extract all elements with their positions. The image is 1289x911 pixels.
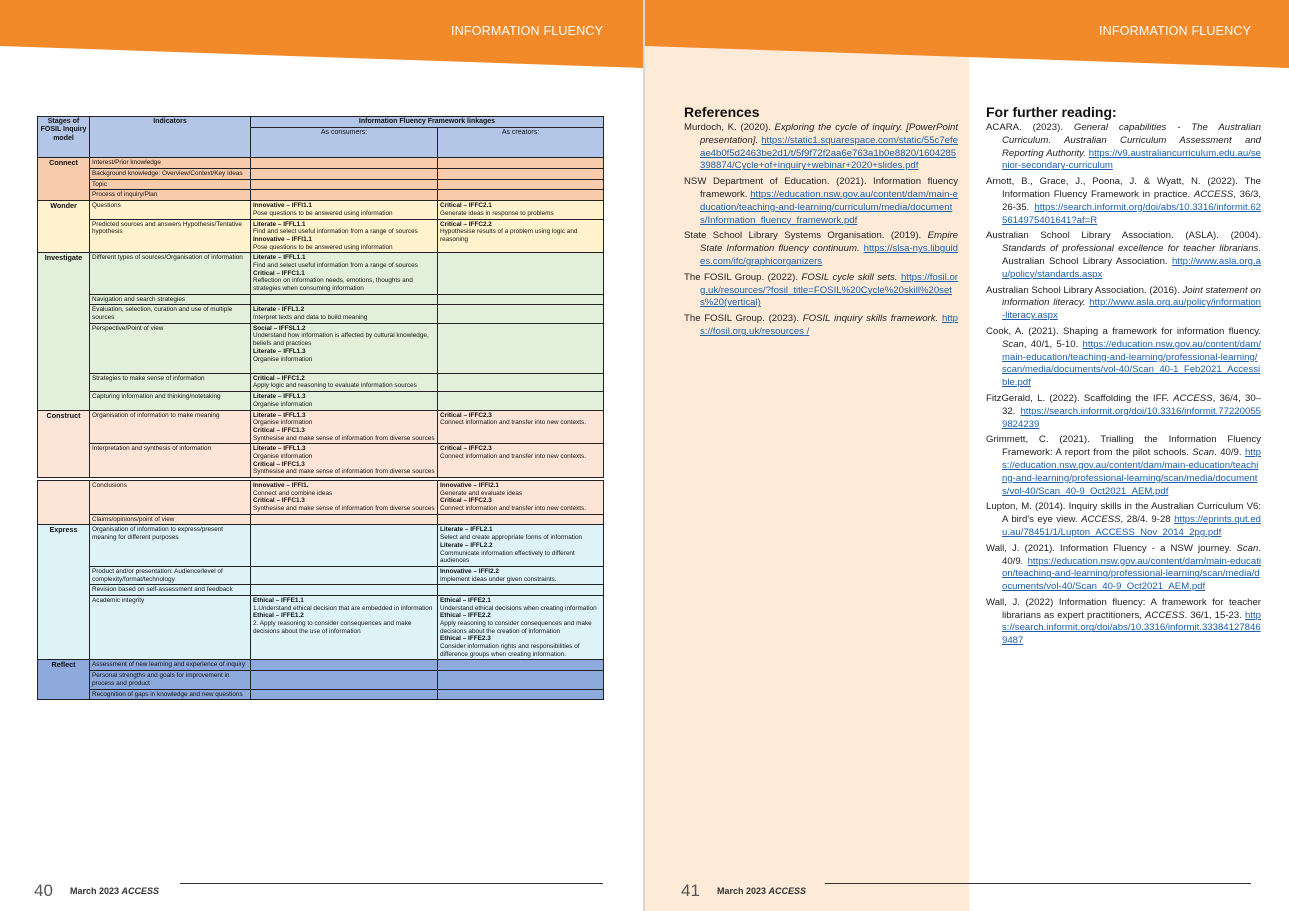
link-code: Ethical – IFFE2.3 (440, 635, 491, 643)
indicator-cell: Recognition of gaps in knowledge and new questions (90, 689, 251, 700)
reference-link[interactable]: https://education.nsw.gov.au/content/dam/main-education/teaching-and-learning/professional-learning/scan/media/documents/vol-40/Scan_40-9_Oct2021_AEM.pdf (1002, 447, 1261, 497)
link-text: Organise information (253, 419, 313, 427)
link-text: Communicate information effectively to different audiences (440, 549, 575, 565)
link-text: Understand how information is affected by cultural knowledge, beliefs and practices (253, 332, 429, 348)
reference-link[interactable]: https://eprints.qut.edu.au/78451/1/Lupton_ACCESS_Nov_2014_2pg.pdf (1002, 514, 1262, 538)
link-text: Find and select useful information from a range of sources (253, 261, 418, 269)
reference-text: NSW Department of Education. (2021). Information fluency framework. (684, 176, 958, 200)
link-code: Literate – IFFL2.1 (440, 526, 493, 534)
reference-text: The FOSIL Group. (2022). (684, 271, 802, 283)
stage-header: Stages of FOSIL Inquiry model (38, 117, 90, 158)
table-row (38, 169, 604, 180)
link-code: Literate – IFFL1.3 (253, 411, 306, 419)
reference-link[interactable]: https://education.nsw.gov.au/content/dam/main-education/teaching-and-learning/professional-learning/scan/media/documents/vol-40/Scan_40-1_Feb2021_Accessible.pdf (1002, 338, 1261, 389)
link-text: 2. Apply reasoning to consider consequences and make decisions about the use of information (253, 620, 412, 635)
consumers-header: As consumers: (251, 128, 438, 158)
framework-table (37, 116, 604, 700)
references-title: References (684, 104, 760, 120)
right-page (645, 0, 1289, 911)
link-text: Hypothesise results of a problem using logic and reasoning (440, 228, 578, 243)
stage-reflect: Reflect (38, 660, 90, 700)
reference-title: Empire State Information fluency continuum. (700, 230, 958, 255)
reference-link[interactable]: https://education.nsw.gov.au/content/dam/main-education/teaching-and-learning/professional-learning/scan/media/documents/vol-40/Scan_40-9_Oct2021_AEM.pdf (1002, 555, 1261, 593)
stage-construct: Construct (38, 410, 90, 478)
link-text: Connect information and transfer into new contexts. (440, 419, 586, 427)
indicator-cell: Navigation and search strategies (90, 294, 251, 305)
reference-text: Wall, J. (2022) Information fluency: A framework for teacher librarians as expert practitioners, (986, 596, 1261, 621)
indicator-cell: Strategies to make sense of information (90, 373, 251, 391)
consumer-cell (251, 253, 438, 294)
link-code: Innovative – IFFI1. (253, 482, 309, 490)
reference-link[interactable]: https://search.informit.org/doi/abs/10.3316/informit.625614975401641?af=R (1002, 201, 1261, 226)
reference-link[interactable]: https://fosil.org.uk/resources / (700, 313, 958, 337)
link-code: Critical – IFFC1.1 (253, 269, 305, 277)
link-code: Innovative – IFFI1.1 (253, 202, 312, 210)
reference-item (986, 597, 1261, 648)
indicator-cell: Conclusions (90, 481, 251, 515)
reference-text: . 40/9. (1214, 447, 1245, 459)
footer-rule (180, 883, 603, 884)
link-text: Apply reasoning to consider consequences and make decisions about the creation of information (440, 620, 592, 635)
consumer-cell (251, 323, 438, 373)
footer-rule (825, 883, 1251, 884)
reference-text: . 36/1, 15-23. (1184, 609, 1245, 621)
reference-link[interactable]: https://education.nsw.gov.au/content/dam/main-education/teaching-and-learning/curriculum/media/documents/Information_fluency_framework.pdf (700, 188, 958, 226)
page-number: 40 (34, 881, 53, 900)
link-code: Ethical – IFFE1.2 (253, 612, 304, 620)
indicator-cell: Capturing information and thinking/notetaking (90, 392, 251, 410)
indicator-cell: Interpretation and synthesis of information (90, 444, 251, 478)
indicator-cell: Questions (90, 201, 251, 219)
link-text: Connect and combine ideas (253, 489, 333, 497)
table-row (38, 566, 604, 584)
reference-title: Exploring the cycle of inquiry. [PowerPoint presentation]. (700, 122, 958, 146)
reference-item (684, 313, 958, 339)
creator-cell (438, 481, 604, 515)
consumer-cell (251, 410, 438, 444)
reference-item (986, 434, 1261, 498)
link-code: Ethical – IFFE1.1 (253, 596, 304, 604)
footer-issue (717, 886, 806, 896)
indicator-cell: Academic integrity (90, 595, 251, 660)
table-row (38, 525, 604, 566)
reference-text: , 40/1, 5-10. (1023, 338, 1083, 350)
reference-text: Australian School Library Association. (1002, 255, 1172, 267)
reference-item (684, 176, 958, 227)
link-code: Ethical – IFFE2.2 (440, 612, 491, 620)
reference-item (986, 393, 1261, 431)
creator-cell (438, 595, 604, 660)
reference-link[interactable]: https://static1.squarespace.com/static/55c7efeae4b0f5d2463be2d1/t/5f9f72f2aa6e763a1b0e8820/1604285398874/Cycle+of+inquiry+webinar+2020+slides.pdf (700, 134, 958, 172)
creator-cell (438, 525, 604, 566)
reference-title: ACCESS (1145, 609, 1185, 621)
footer-magazine: ACCESS (768, 886, 807, 896)
reference-text: Australian School Library Association. (2016). (986, 284, 1183, 296)
table-row (38, 294, 604, 305)
reference-title: Scan (1192, 447, 1215, 459)
table-row (38, 305, 604, 323)
link-text: Organise information (253, 355, 313, 363)
creator-cell (438, 444, 604, 478)
table-row (38, 219, 604, 253)
link-code: Critical – IFFC2.2 (440, 220, 492, 228)
table-row (38, 158, 604, 169)
reference-item (986, 230, 1261, 281)
link-code: Ethical – IFFE2.1 (440, 596, 491, 604)
reference-title: FOSIL cycle skill sets. (801, 271, 898, 283)
reference-item (986, 326, 1261, 390)
indicator-cell: Background knowledge: Overview/Context/Key Ideas (90, 169, 251, 180)
link-text: Reflection on information needs, emotions, thoughts and strategies when consuming information (253, 277, 413, 293)
link-text: Synthesise and make sense of information from diverse sources (253, 505, 435, 513)
reference-text: State School Library Systems Organisation. (2019). (684, 230, 928, 242)
link-text: Connect information and transfer into new contexts. (440, 505, 586, 513)
table-row (38, 671, 604, 689)
reference-text: FitzGerald, L. (2022). Scaffolding the IFF. (986, 392, 1174, 404)
table-row (38, 201, 604, 219)
link-text: Connect information and transfer into new contexts. (440, 452, 586, 460)
link-code: Social – IFFSL1.2 (253, 324, 306, 332)
reference-text: Cook, A. (2021). Shaping a framework for information fluency. (986, 325, 1261, 337)
link-text: Synthesise and make sense of information from diverse sources (253, 434, 435, 442)
left-page (0, 0, 643, 911)
reference-title: Scan (1002, 338, 1024, 350)
table-row (38, 444, 604, 478)
table-row (38, 585, 604, 596)
consumer-cell (251, 305, 438, 323)
table-header-row (38, 117, 604, 128)
reference-item (986, 543, 1261, 594)
consumer-cell (251, 444, 438, 478)
further-reading-section (986, 104, 1261, 651)
creators-header: As creators: (438, 128, 604, 158)
indicator-cell: Organisation of information to make meaning (90, 410, 251, 444)
indicator-cell: Predicted sources and answers Hypothesis/Tentative hypothesis (90, 219, 251, 253)
link-text: Implement ideas under given constraints. (440, 575, 557, 583)
consumer-cell (251, 392, 438, 410)
table-row (38, 660, 604, 671)
reference-text: Arnott, B., Grace, J., Poona, J. & Wyatt, N. (2022). The Information Fluency Framework in practice. (986, 176, 1261, 200)
reference-text: , 28/4. 9-28 (1120, 514, 1175, 526)
stage-connect: Connect (38, 158, 90, 201)
link-text: Generate and evaluate ideas (440, 489, 523, 497)
indicator-cell: Topic (90, 179, 251, 190)
indicator-cell: Assessment of new learning and experience of inquiry (90, 660, 251, 671)
reference-link[interactable]: http://www.asla.org.au/policy/standards.aspx (1002, 255, 1261, 280)
reference-text: . 40/9. (1002, 542, 1261, 567)
link-text: Find and select useful information from a range of sources (253, 228, 418, 236)
link-code: Critical – IFFC1.3 (253, 460, 305, 468)
reference-title: General capabilities - The Australian Curriculum. Australian Curriculum Assessment and Reporting Authority. (1002, 122, 1261, 159)
reference-text: Lupton, M. (2014). Inquiry skills in the Australian Curriculum V6: A bird's eye view. (986, 501, 1261, 526)
link-text: Interpret texts and data to build meaning (253, 314, 368, 322)
link-code: Critical – IFFC1.3 (253, 426, 305, 434)
link-code: Critical – IFFC2.3 (440, 497, 492, 505)
link-code: Innovative – IFFI2.1 (440, 482, 499, 490)
link-code: Literate – IFFL1.3 (253, 393, 306, 401)
table-row (38, 323, 604, 373)
table-row (38, 253, 604, 294)
table-row (38, 373, 604, 391)
reference-title: ACCESS (1193, 188, 1234, 200)
table-row (38, 410, 604, 444)
reference-text: Murdoch, K. (2020). (684, 122, 775, 133)
reference-link[interactable]: https://search.informit.org/doi/abs/10.3316/informit.333841278469487 (1002, 609, 1261, 647)
stage-construct-cont (38, 481, 90, 525)
reference-text: Australian School Library Association. (ASLA). (2004). (986, 230, 1261, 242)
footer-issue (70, 886, 159, 896)
reference-item (986, 501, 1261, 539)
consumer-cell (251, 595, 438, 660)
link-code: Literate – IFFL2.2 (440, 541, 493, 549)
link-text: Synthesise and make sense of information from diverse sources (253, 468, 435, 476)
reference-text: , 36/3, 26-35. (1002, 188, 1261, 213)
link-code: Critical – IFFC1.2 (253, 374, 305, 382)
link-text: Apply logic and reasoning to evaluate information sources (253, 382, 417, 390)
link-code: Innovative – IFFI2.2 (440, 567, 499, 575)
reference-title: Scan (1236, 542, 1259, 554)
link-code: Literate – IFFL1.3 (253, 445, 306, 453)
indicator-cell: Different types of sources/Organisation of information (90, 253, 251, 294)
reference-item (986, 122, 1261, 173)
footer-date: March 2023 (70, 886, 120, 896)
consumer-cell (251, 219, 438, 253)
table-row (38, 190, 604, 201)
link-code: Literate – IFFL1.1 (253, 254, 306, 262)
table-row (38, 514, 604, 525)
reference-text: ACARA. (2023). (986, 122, 1074, 133)
references-section (684, 104, 958, 342)
creator-cell (438, 410, 604, 444)
reference-item (684, 272, 958, 310)
linkages-header: Information Fluency Framework linkages (251, 117, 604, 128)
link-code: Literate - IFFL1.2 (253, 306, 305, 314)
reference-link[interactable]: https://fosil.org.uk/resources/?fosil_title=FOSIL%20Cycle%20skill%20sets%20(vertical) (700, 271, 959, 309)
link-code: Innovative – IFFI1.1 (253, 235, 312, 243)
reference-title: ACCESS (1173, 392, 1213, 404)
reference-link[interactable]: https://search.informit.org/doi/10.3316/informit.772200559824239 (1002, 405, 1261, 430)
creator-cell (438, 219, 604, 253)
link-code: Literate – IFFL1.1 (253, 220, 306, 228)
reference-text: , 36/4, 30–32. (1002, 392, 1261, 417)
creator-cell (438, 566, 604, 584)
link-text: Pose questions to be answered using information (253, 243, 393, 251)
link-text: Organise information (253, 452, 313, 460)
section-header: INFORMATION FLUENCY (451, 24, 604, 38)
indicator-cell: Interest/Prior knowledge (90, 158, 251, 169)
indicator-cell: Evaluation, selection, curation and use of multiple sources (90, 305, 251, 323)
link-code: Critical – IFFC2.3 (440, 445, 492, 453)
reference-link[interactable]: https://v9.australiancurriculum.edu.au/senior-secondary-curriculum (1002, 147, 1261, 172)
table-row (38, 481, 604, 515)
link-text: Understand ethical decisions when creating information (440, 604, 597, 612)
link-text: Consider information rights and responsibilities of difference groups when creating information. (440, 643, 580, 658)
link-code: Critical – IFFC2.1 (440, 202, 492, 210)
link-text: 1.Understand ethical decision that are embedded in information (253, 604, 433, 612)
footer-date: March 2023 (717, 886, 767, 896)
reference-link[interactable]: https://slsa-nys.libguides.com/ifc/graphicorganizers (700, 243, 959, 267)
link-text: Select and create appropriate forms of information (440, 534, 583, 542)
link-code: Critical – IFFC1.3 (253, 497, 305, 505)
reference-link[interactable]: http://www.asla.org.au/policy/information-literacy.aspx (1002, 297, 1262, 322)
indicator-cell: Process of inquiry/Plan (90, 190, 251, 201)
stage-wonder: Wonder (38, 201, 90, 253)
reference-title: ACCESS (1081, 514, 1121, 526)
stage-investigate: Investigate (38, 253, 90, 410)
reference-title: Standards of professional excellence for teacher librarians. (1002, 243, 1261, 255)
link-text: Pose questions to be answered using information (253, 209, 393, 217)
link-text: Organise information (253, 400, 313, 408)
consumer-cell (251, 373, 438, 391)
table-row (38, 392, 604, 410)
reference-text: The FOSIL Group. (2023). (684, 313, 803, 325)
link-code: Literate – IFFL1.3 (253, 347, 306, 355)
indicator-cell: Perspective/Point of view (90, 323, 251, 373)
indicator-cell: Personal strengths and goals for improvement in process and product (90, 671, 251, 689)
consumer-cell (251, 481, 438, 515)
reference-text: Grimmett, C. (2021). Trialling the Information Fluency Framework: A report from the pilot schools. (986, 434, 1261, 459)
stage-express: Express (38, 525, 90, 660)
reference-item (684, 230, 958, 268)
creator-cell (438, 201, 604, 219)
indicator-cell: Product and/or presentation: Audience/level of complexity/format/technology (90, 566, 251, 584)
reference-title: Joint statement on information literacy. (1002, 284, 1261, 309)
consumer-cell (251, 201, 438, 219)
reference-title: FOSIL inquiry skills framework. (802, 313, 939, 325)
further-reading-title: For further reading: (986, 104, 1117, 120)
link-text: Generate ideas in response to problems (440, 209, 554, 217)
indicator-cell: Revision based on self-assessment and feedback (90, 585, 251, 596)
section-header: INFORMATION FLUENCY (1099, 24, 1252, 38)
indicator-cell: Organisation of information to express/present meaning for different purposes (90, 525, 251, 566)
footer-magazine: ACCESS (121, 886, 160, 896)
link-code: Critical – IFFC2.3 (440, 411, 492, 419)
table-row (38, 595, 604, 660)
table-row (38, 179, 604, 190)
reference-item (986, 176, 1261, 227)
page-number: 41 (681, 881, 700, 900)
reference-item (986, 285, 1261, 323)
reference-text: Wall, J. (2021). Information Fluency - a NSW journey. (986, 542, 1237, 554)
indicator-cell: Claims/opinions/point of view (90, 514, 251, 525)
table-row (38, 689, 604, 700)
indicators-header: Indicators (90, 117, 251, 158)
reference-item (684, 122, 958, 173)
